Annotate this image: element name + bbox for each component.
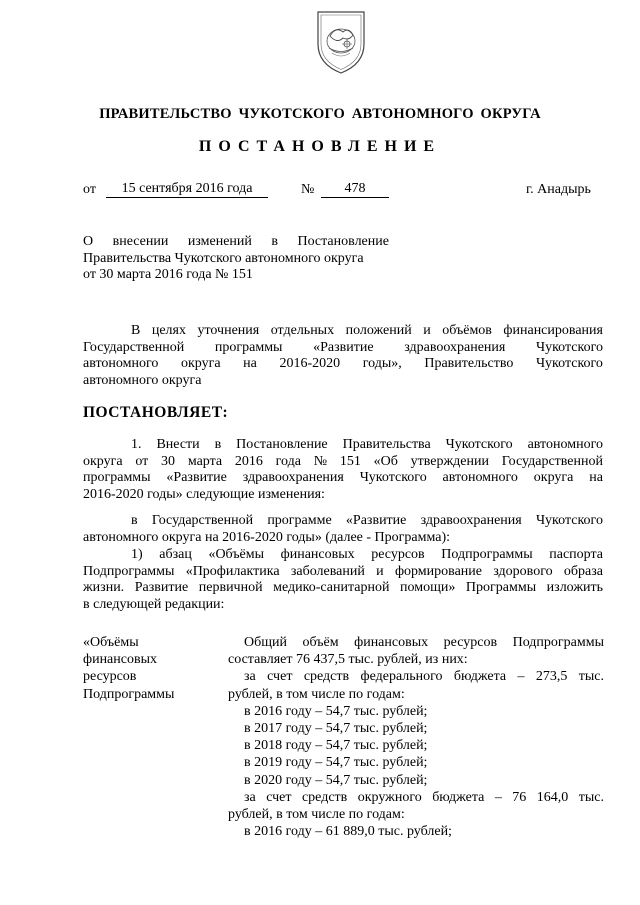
federal-line-1: за счет средств федерального бюджета – 273,5 тыс. [244,669,604,685]
body-paragraph-3: 1) абзац «Объёмы финансовых ресурсов Подпрограммы паспорта Подпрограммы «Профилактика заболеваний и формирование здорового образа жизни. Развитие первичной медико-санитарной помощи» Программы изложить в следующей редакции: [83,547,603,612]
preamble: В целях уточнения отдельных положений и объёмов финансирования Государственной программы «Развитие здравоохранения Чукотского автономного округа на 2016-2020 годы», Правительство Чукотского автономного округа [83,323,603,388]
subject-line-3: от 30 марта 2016 года № 151 [83,267,253,283]
body-paragraph-1: 1. Внести в Постановление Правительства Чукотского автономного округа от 30 марта 2016 года № 151 «Об утверждении Государственной программы «Развитие здравоохранения Чукотского автономного округа на 2016-2020 годы» следующие изменения: [83,437,603,502]
federal-year-2018: в 2018 году – 54,7 тыс. рублей; [244,738,428,754]
document-number: 478 [321,181,389,198]
document-date: 15 сентября 2016 года [106,181,268,198]
federal-year-2020: в 2020 году – 54,7 тыс. рублей; [244,772,428,788]
resolves-heading: ПОСТАНОВЛЯЕТ: [83,404,229,421]
federal-year-2016: в 2016 году – 54,7 тыс. рублей; [244,703,428,719]
federal-year-2019: в 2019 году – 54,7 тыс. рублей; [244,755,428,771]
body-paragraph-2: в Государственной программе «Развитие здравоохранения Чукотского автономного округа на 2016-2020 годы» (далее - Программа): [83,513,603,545]
subject-line-2: Правительства Чукотского автономного округа [83,250,364,266]
subject-line-1: О внесении изменений в Постановление [83,234,389,249]
document-type: ПОСТАНОВЛЕНИЕ [198,138,442,155]
document-subject [83,234,389,284]
coat-of-arms-emblem [312,8,370,76]
district-line-2: рублей, в том числе по годам: [228,807,405,823]
government-title: ПРАВИТЕЛЬСТВО ЧУКОТСКОГО АВТОНОМНОГО ОКРУГА [99,106,541,122]
district-year-2016: в 2016 году – 61 889,0 тыс. рублей; [244,824,452,840]
total-line-1: Общий объём финансовых ресурсов Подпрограммы [244,635,604,650]
total-line-2: составляет 76 437,5 тыс. рублей, из них: [228,652,468,668]
number-label: № [301,182,315,197]
city: г. Анадырь [526,182,591,197]
federal-line-2: рублей, в том числе по годам: [228,686,405,702]
table-value-column [228,634,604,840]
federal-year-2017: в 2017 году – 54,7 тыс. рублей; [244,721,428,737]
from-label: от [83,182,96,197]
table-label-column: «Объёмы финансовых ресурсов Подпрограммы [83,635,175,702]
district-line-1: за счет средств окружного бюджета – 76 164,0 тыс. [244,789,604,805]
